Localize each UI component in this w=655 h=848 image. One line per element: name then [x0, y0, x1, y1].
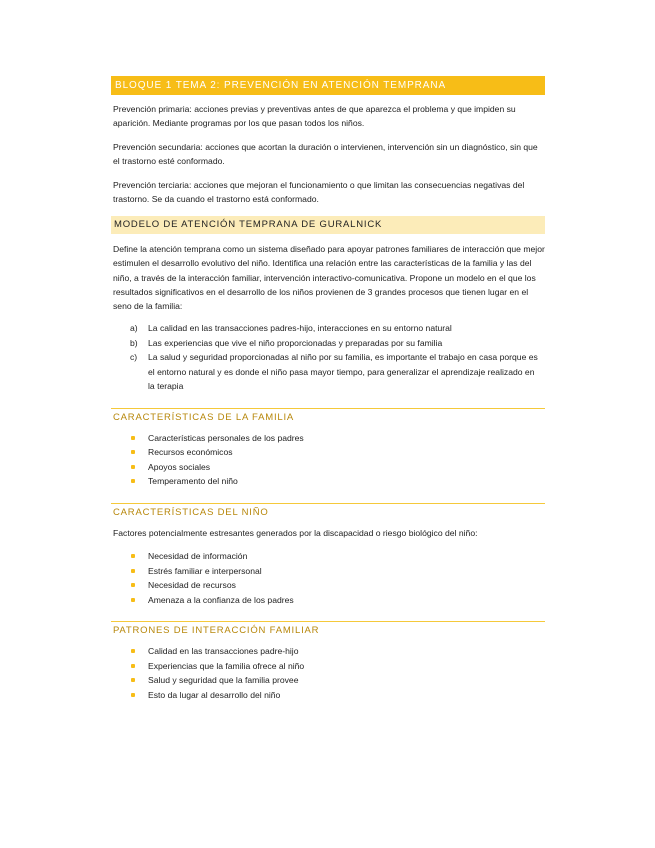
- list-item: [111, 336, 545, 351]
- bullet-icon: [131, 436, 135, 440]
- list-item-text: Necesidad de información: [148, 551, 248, 562]
- bullet-icon: [131, 479, 135, 483]
- list-item: [111, 688, 545, 703]
- list-item-text: Apoyos sociales: [148, 461, 211, 472]
- list-item: [111, 431, 545, 446]
- bullet-icon: [131, 678, 135, 682]
- list-marker: c): [130, 352, 138, 363]
- section-heading-bloque: BLOQUE 1 TEMA 2: PREVENCIÓN EN ATENCIÓN TEMPRANA: [111, 76, 545, 95]
- list-item-text: Experiencias que la familia ofrece al niño: [148, 660, 305, 671]
- paragraph-nino-intro: Factores potencialmente estresantes generados por la discapacidad o riesgo biológico del niño:: [113, 527, 478, 538]
- list-item: [111, 659, 545, 674]
- list-item: [111, 644, 545, 659]
- bullet-icon: [131, 693, 135, 697]
- list-marker: b): [130, 337, 138, 348]
- list-item: [111, 321, 545, 336]
- list-item: [111, 578, 545, 593]
- list-item: [111, 350, 545, 394]
- section-heading-nino: CARACTERÍSTICAS DEL NIÑO: [111, 503, 545, 518]
- section-heading-familia: CARACTERÍSTICAS DE LA FAMILIA: [111, 408, 545, 423]
- list-item-text: Esto da lugar al desarrollo del niño: [148, 689, 281, 700]
- paragraph-modelo-intro: Define la atención temprana como un sistema diseñado para apoyar patrones familiares de interacción que mejor estimulen el desarrollo evolutivo del niño. Identifica una relación entre las características de la familia y las del niño, a través de la interacción familiar, intervención interactivo-comunicativa. Propone un modelo en el que los resultados significativos en el desarrollo de los niños provienen de 3 grandes procesos que tienen lugar en el seno de la familia:: [113, 244, 545, 312]
- list-item: [111, 564, 545, 579]
- list-item-text: Recursos económicos: [148, 447, 233, 458]
- paragraph-prevencion-primaria: Prevención primaria: acciones previas y preventivas antes de que aparezca el problema y que impiden su aparición. Mediante programas por los que pasan todos los niños.: [113, 104, 516, 128]
- list-item-text: Temperamento del niño: [148, 476, 238, 487]
- familia-list: [111, 431, 545, 489]
- list-item-text: Características personales de los padres: [148, 432, 304, 443]
- list-item-text: La calidad en las transacciones padres-hijo, interacciones en su entorno natural: [148, 323, 452, 334]
- list-item: [111, 474, 545, 489]
- bullet-icon: [131, 664, 135, 668]
- list-item-text: Salud y seguridad que la familia provee: [148, 675, 299, 686]
- bullet-icon: [131, 583, 135, 587]
- list-item-text: Calidad en las transacciones padre-hijo: [148, 646, 299, 657]
- paragraph-prevencion-secundaria: Prevención secundaria: acciones que acortan la duración o intervienen, intervención sin un diagnóstico, sin que el trastorno esté conformado.: [113, 142, 538, 166]
- list-marker: a): [130, 323, 138, 334]
- list-item: [111, 460, 545, 475]
- list-item: [111, 673, 545, 688]
- patrones-list: [111, 644, 545, 702]
- document-content: [111, 76, 545, 702]
- bullet-icon: [131, 465, 135, 469]
- paragraph-prevencion-terciaria: Prevención terciaria: acciones que mejoran el funcionamiento o que limitan las consecuencias negativas del trastorno. Se da cuando el trastorno está conformado.: [113, 180, 525, 204]
- list-item-text: Estrés familiar e interpersonal: [148, 565, 262, 576]
- modelo-list: [111, 321, 545, 394]
- bullet-icon: [131, 450, 135, 454]
- list-item-text: Necesidad de recursos: [148, 580, 236, 591]
- list-item: [111, 593, 545, 608]
- list-item: [111, 549, 545, 564]
- nino-list: [111, 549, 545, 607]
- list-item: [111, 445, 545, 460]
- list-item-text: La salud y seguridad proporcionadas al niño por su familia, es importante el trabajo en casa porque es el entorno natural y es donde el niño pasa mayor tiempo, para generalizar el aprendizaje realizado en la terapia: [148, 352, 538, 392]
- list-item-text: Amenaza a la confianza de los padres: [148, 594, 294, 605]
- bullet-icon: [131, 554, 135, 558]
- bullet-icon: [131, 569, 135, 573]
- list-item-text: Las experiencias que vive el niño proporcionadas y preparadas por su familia: [148, 337, 443, 348]
- section-heading-patrones: PATRONES DE INTERACCIÓN FAMILIAR: [111, 621, 545, 636]
- bullet-icon: [131, 598, 135, 602]
- bullet-icon: [131, 649, 135, 653]
- section-heading-modelo: MODELO DE ATENCIÓN TEMPRANA DE GURALNICK: [111, 216, 545, 234]
